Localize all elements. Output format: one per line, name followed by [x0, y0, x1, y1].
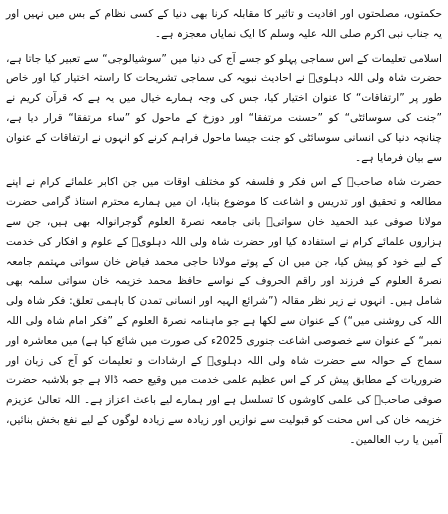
paragraph-sociology: اسلامی تعلیمات کے اس سماجی پہلو کو جسے آج کی دنیا میں ”سوشیالوجی“ سے تعبیر کیا جاتا ہے، حضرت شاہ ولی اللہ دہلویؒ نے احادیث نبویہ کی سماجی تشریحات کا راستہ اختیار کیا اور خاص طور پر ”ارتفاقات“ کا عنوان اختیار کیا، جس کی وجہ ہمارے خیال میں یہ ہے کہ قرآن کریم نے ”جنت کی سوسائٹی“ کو ”حسنت مرتفقا“ اور دوزخ کے ماحول کو ”ساء مرتفقا“ قرار دیا ہے، چنانچہ دنیا کی انسانی سوسائٹی کو جنت جیسا ماحول فراہم کرنے کو انہوں نے ارتفاقات کے عنوان سے بیان فرمایا ہے۔ [6, 52, 442, 164]
paragraph-miracle: حکمتوں، مصلحتوں اور افادیت و تاثیر کا مقابلہ کرنا بھی دنیا کے کسی نظام کے بس میں نہیں اور یہ جناب نبی اکرم صلی اللہ علیہ وسلم کا ایک نمایاں معجزہ ہے۔ [6, 8, 442, 40]
paragraph-shah-sahib-thought: حضرت شاہ صاحبؒ کے اس فکر و فلسفہ کو مختلف اوقات میں جن اکابر علمائے کرام نے اپنے مطالعہ و تحقیق اور تدریس و اشاعت کا موضوع بنایا، ان میں ہمارے محترم استاذ گرامی حضرت مولانا صوفی عبد الحمید خان سواتیؒ بانی جامعہ نصرۃ العلوم گوجرانوالہ بھی ہیں، جن سے ہزاروں علمائے کرام نے استفادہ کیا اور حضرت شاہ ولی اللہ دہلویؒ کے علوم و افکار کی خدمت کے لیے خود کو پیش کیا، جن میں ان کے پوتے مولانا حاجی محمد فیاض خان سواتی مہتمم جامعہ نصرۃ العلوم کے فرزند اور راقم الحروف کے نواسے حافظ محمد خزیمہ خان سواتی سلمہ بھی شامل ہیں۔ انہوں نے زیر نظر مقالہ (”شرائع الہیہ اور انسانی تمدن کا باہمی تعلق: فکر شاہ ولی اللہ کی روشنی میں“) کے عنوان سے لکھا ہے جو ماہنامہ نصرۃ العلوم کے ”فکر امام شاہ ولی اللہ نمبر“ کے عنوان سے خصوصی اشاعت جنوری 2025ء کی صورت میں شائع کیا ہے) میں معاشرہ اور سماج کے حوالہ سے حضرت شاہ ولی اللہ دہلویؒ کے ارشادات و تعلیمات کو آج کی زبان اور ضروریات کے مطابق پیش کر کے اس عظیم علمی خدمت میں وقیع حصہ ڈالا ہے جو بلاشبہ حضرت صوفی صاحبؒ کی علمی کاوشوں کا تسلسل ہے اور ہمارے لیے باعث اعزاز ہے۔ اللہ تعالیٰ عزیزم خزیمہ خان کی اس محنت کو قبولیت سے نوازیں اور زیادہ سے زیادہ لوگوں کے لیے نفع بخش بنائیں، آمین یا رب العالمین۔ [6, 176, 442, 446]
